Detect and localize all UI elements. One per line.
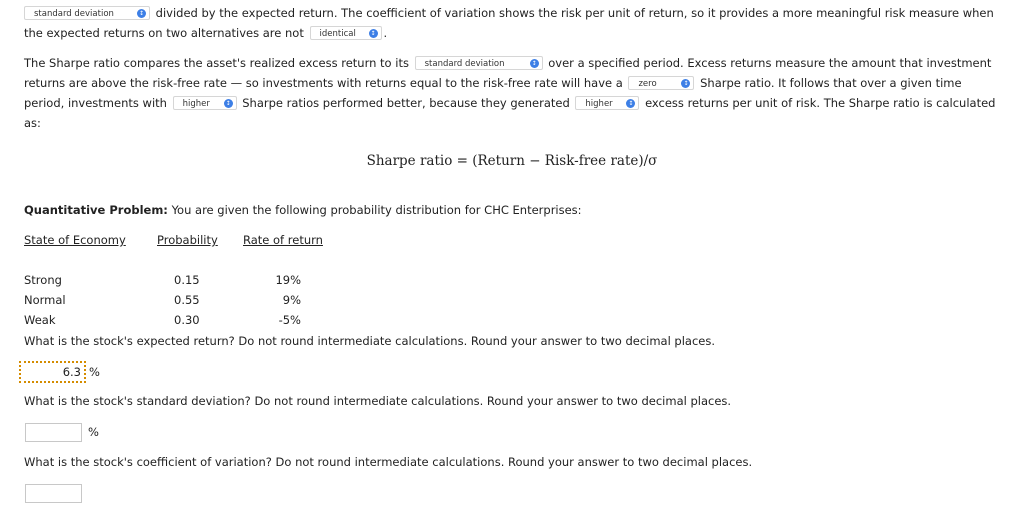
row-normal-rate: 9% [282, 293, 301, 307]
std-dev-input[interactable] [25, 423, 82, 442]
question-expected-return: What is the stock's expected return? Do not round intermediate calculations. Round your answer to two decimal places. [24, 334, 716, 348]
problem-label: Quantitative Problem: [24, 203, 168, 217]
para1-line2: the expected returns on two alternatives are not identical ↕ . [24, 26, 388, 40]
para2-line2: returns are above the risk-free rate — so investments with returns equal to the risk-free rate will have a zero ↕ Sharpe ratio. It follows that over a given time [24, 76, 962, 90]
row-normal-state: Normal [24, 293, 66, 307]
question-std-dev: What is the stock's standard deviation? Do not round intermediate calculations. Round your answer to two decimal places. [24, 394, 732, 408]
select-chevron-icon: ↕ [531, 59, 537, 67]
expected-return-input[interactable] [19, 361, 86, 383]
header-rate: Rate of return [243, 233, 323, 247]
header-state: State of Economy [24, 233, 126, 247]
expected-return-unit: % [89, 365, 100, 379]
expected-returns-select[interactable]: identical ↕ [310, 26, 382, 40]
row-weak-rate: -5% [278, 313, 301, 327]
header-probability: Probability [157, 233, 218, 247]
para2-line3: period, investments with higher ↕ Sharpe ratios performed better, because they generated higher ↕ excess returns per unit of risk. The Sharpe ratio is calculated [24, 96, 996, 110]
row-weak-state: Weak [24, 313, 56, 327]
problem-text: You are given the following probability distribution for CHC Enterprises: [171, 203, 582, 217]
cv-input[interactable] [25, 484, 82, 503]
sharpe-performance-select[interactable]: higher ↕ [173, 96, 237, 110]
para2-line1: The Sharpe ratio compares the asset's realized excess return to its standard deviation ↕ over a specified period. Excess returns measure the amount that investment [24, 56, 992, 70]
para2-line4: as: [24, 116, 41, 130]
excess-returns-select[interactable]: higher ↕ [575, 96, 639, 110]
std-dev-unit: % [88, 425, 99, 439]
row-strong-state: Strong [24, 273, 62, 287]
sharpe-denominator-select[interactable]: standard deviation ↕ [415, 56, 543, 70]
select-chevron-icon: ↕ [628, 99, 634, 107]
select-chevron-icon: ↕ [370, 29, 376, 37]
cv-numerator-select[interactable]: standard deviation ↕ [24, 6, 150, 20]
select-chevron-icon: ↕ [683, 79, 689, 87]
row-weak-prob: 0.30 [174, 313, 200, 327]
problem-statement [24, 202, 582, 218]
select-chevron-icon: ↕ [138, 9, 145, 17]
select-chevron-icon: ↕ [225, 99, 231, 107]
row-strong-rate: 19% [275, 273, 301, 287]
para1-line1: standard deviation ↕ divided by the expected return. The coefficient of variation shows the risk per unit of return, so it provides a more meaningful risk measure when [24, 5, 994, 21]
question-cv: What is the stock's coefficient of variation? Do not round intermediate calculations. Round your answer to two decimal places. [24, 455, 753, 469]
row-normal-prob: 0.55 [174, 293, 200, 307]
sharpe-equation: Sharpe ratio = (Return − Risk-free rate)/σ [366, 153, 658, 169]
row-strong-prob: 0.15 [174, 273, 200, 287]
sharpe-value-select[interactable]: zero ↕ [628, 76, 694, 90]
